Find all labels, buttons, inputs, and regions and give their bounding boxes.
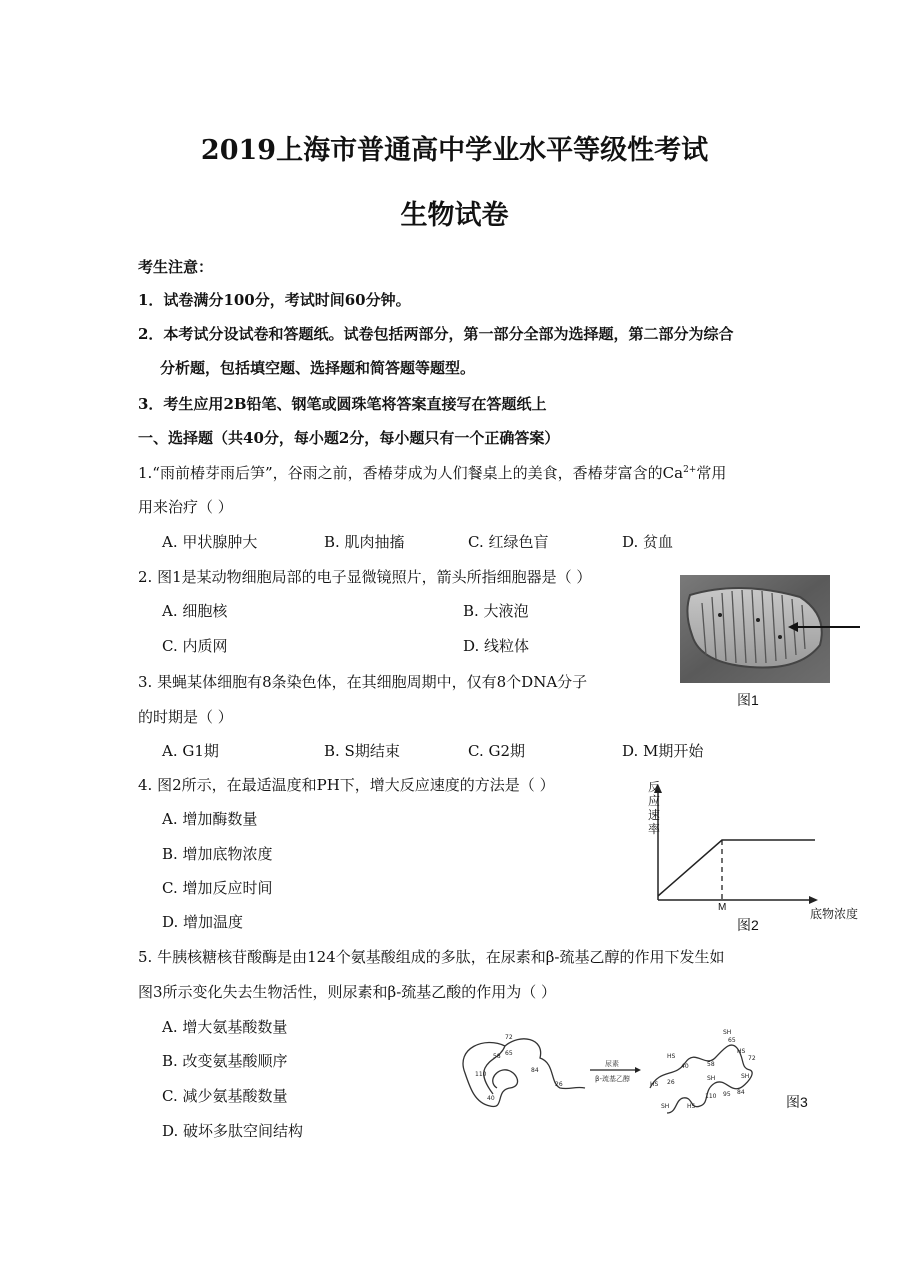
q1-option-d: D. 贫血 [622,533,674,551]
section-heading: 一、选择题（共40分，每小题2分，每小题只有一个正确答案） [138,429,560,447]
residue-label: 40 [681,1063,689,1070]
paper-subtitle: 生物试卷 [400,200,509,231]
residue-label: 26 [667,1079,675,1086]
q1-stem-line2: 用来治疗（ ） [138,498,233,516]
residue-label: SH [661,1103,670,1110]
rate-curve [658,840,815,896]
exam-title: 2019上海市普通高中学业水平等级性考试 [200,135,709,166]
residue-label: 84 [737,1089,745,1096]
residue-label: 58 [707,1061,715,1068]
residue-label: 95 [723,1091,731,1098]
q1-text-b: 常用 [696,464,727,482]
figure-1-micrograph [680,575,860,685]
residue-label: HS [687,1103,696,1110]
q3-option-d: D. M期开始 [622,742,704,760]
ylabel-char: 率 [648,822,661,836]
ylabel-char: 应 [648,794,661,808]
figure-2-ylabel [648,780,662,836]
figure-2-mark: M [718,902,727,913]
q5-stem-line2: 图3所示变化失去生物活性，则尿素和β-巯基乙酸的作用为（ ） [138,983,557,1001]
notice-item-3: 3．考生应用2B铅笔、钢笔或圆珠笔将答案直接写在答题纸上 [138,395,547,413]
q1-option-a: A. 甲状腺肿大 [162,533,258,551]
residue-label: 110 [475,1071,487,1078]
arrow-label-top: 尿素 [605,1060,619,1068]
q4-option-c: C. 增加反应时间 [162,879,273,897]
residue-label: HS [667,1053,676,1060]
q1-superscript: 2+ [683,465,697,475]
figure-3-caption: 图3 [786,1094,808,1110]
q3-stem-line1: 3. 果蝇某体细胞有8条染色体，在其细胞周期中，仅有8个DNA分子 [138,673,588,691]
q1-text-a: 1.“雨前椿芽雨后笋”，谷雨之前，香椿芽成为人们餐桌上的美食，香椿芽富含的Ca [138,464,684,482]
q2-option-c: C. 内质网 [162,637,228,655]
q2-option-a: A. 细胞核 [162,602,228,620]
q5-option-d: D. 破坏多肽空间结构 [162,1122,304,1140]
residue-label: 40 [487,1095,495,1102]
figure-1-caption: 图1 [737,692,759,708]
unfolded-labels [650,1029,756,1110]
residue-label: 110 [705,1093,717,1100]
figure-2-caption: 图2 [737,917,759,933]
q2-stem: 2. 图1是某动物细胞局部的电子显微镜照片，箭头所指细胞器是（ ） [138,568,592,586]
notice-item-2: 2．本考试分设试卷和答题纸。试卷包括两部分，第一部分全部为选择题，第二部分为综合 [138,325,734,343]
q4-option-b: B. 增加底物浓度 [162,845,273,863]
q4-stem: 4. 图2所示，在最适温度和PH下，增大反应速度的方法是（ ） [138,776,555,794]
q5-option-b: B. 改变氨基酸顺序 [162,1052,288,1070]
residue-label: 72 [748,1055,756,1062]
residue-label: 58 [493,1053,501,1060]
arrow-label-bottom: β-巯基乙醇 [595,1075,630,1083]
residue-label: 65 [728,1037,736,1044]
residue-label: 72 [505,1034,513,1041]
ylabel-char: 反 [648,780,661,794]
q3-stem-line2: 的时期是（ ） [138,708,233,726]
figure-2-xlabel: 底物浓度 [810,907,859,921]
q1-option-b: B. 肌肉抽搐 [324,533,405,551]
residue-label: HS [737,1048,746,1055]
q3-option-b: B. S期结束 [324,742,400,760]
q1-option-c: C. 红绿色盲 [468,533,549,551]
residue-label: SH [707,1075,716,1082]
residue-label: SH [723,1029,732,1036]
q5-option-a: A. 增大氨基酸数量 [162,1018,288,1036]
notice-item-2-cont: 分析题，包括填空题、选择题和简答题等题型。 [160,359,476,377]
q4-option-a: A. 增加酶数量 [162,810,258,828]
ylabel-char: 速 [648,808,661,822]
residue-label: SH [741,1073,750,1080]
residue-label: 65 [505,1050,513,1057]
q2-option-d: D. 线粒体 [463,637,530,655]
q4-option-d: D. 增加温度 [162,913,244,931]
figure-3-diagram [445,1028,785,1123]
q3-option-c: C. G2期 [468,742,526,760]
residue-label: 84 [531,1067,539,1074]
residue-label: 26 [555,1081,563,1088]
q2-option-b: B. 大液泡 [463,602,529,620]
q1-stem-line1 [138,462,726,483]
q3-option-a: A. G1期 [162,742,219,760]
residue-label: HS [650,1081,659,1088]
q5-stem-line1: 5. 牛胰核糖核苷酸酶是由124个氨基酸组成的多肽，在尿素和β-巯基乙醇的作用下发生如 [138,948,725,966]
notice-item-1: 1．试卷满分100分，考试时间60分钟。 [138,291,411,309]
notice-heading: 考生注意： [138,258,214,276]
q5-option-c: C. 减少氨基酸数量 [162,1087,288,1105]
